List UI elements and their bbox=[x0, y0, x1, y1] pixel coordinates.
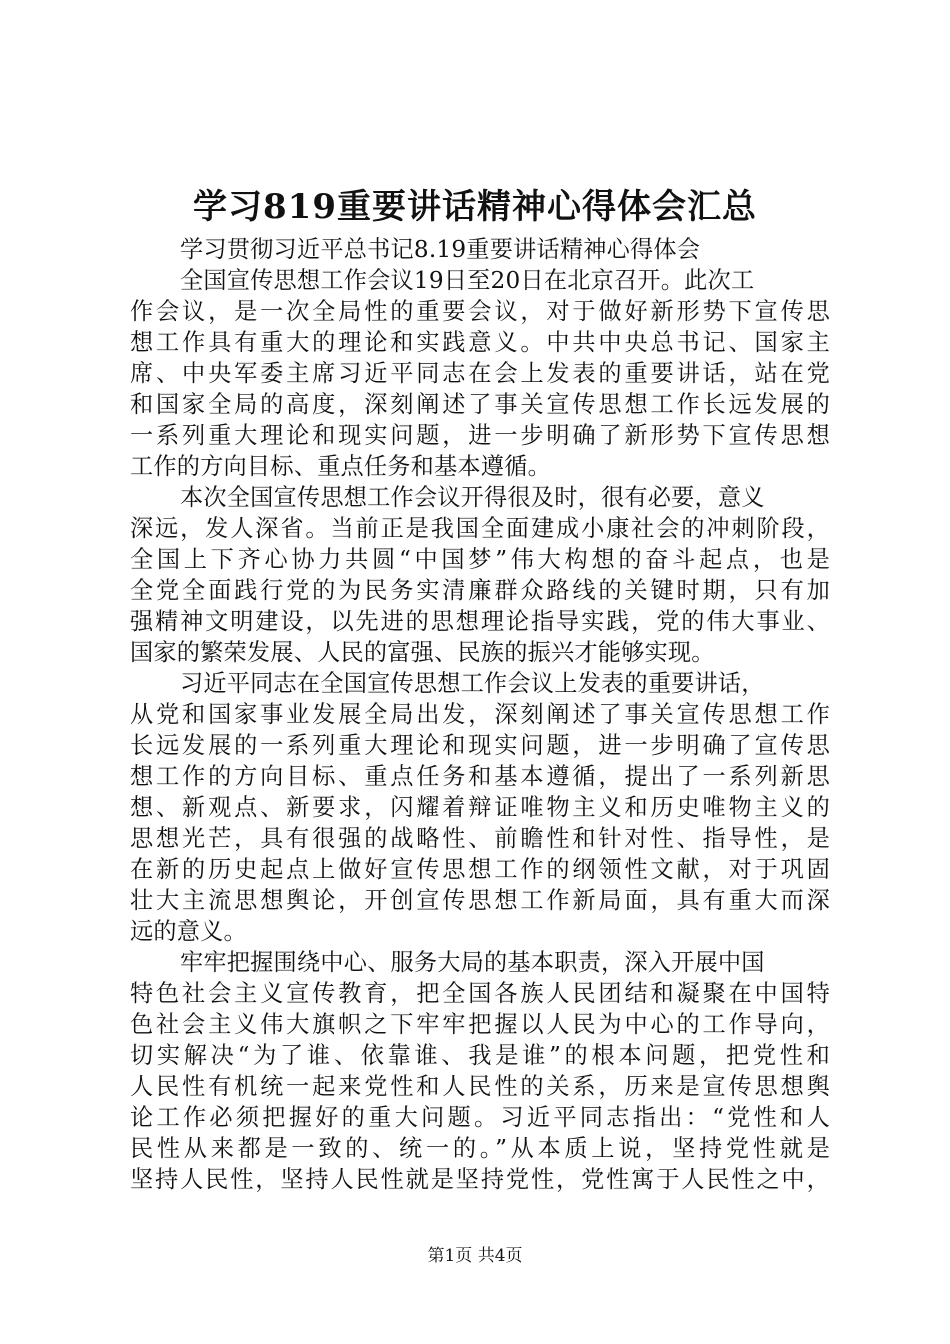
paragraph-line: 民性从来都是一致的、统一的。”从本质上说，坚持党性就是 bbox=[130, 1135, 830, 1162]
paragraph-line: 思想光芒，具有很强的战略性、前瞻性和针对性、指导性，是 bbox=[130, 825, 830, 852]
paragraph-line: 全党全面践行党的为民务实清廉群众路线的关键时期，只有加 bbox=[130, 577, 830, 604]
paragraph-line: 席、中央军委主席习近平同志在会上发表的重要讲话，站在党 bbox=[130, 360, 830, 387]
paragraph-line: 想工作的方向目标、重点任务和基本遵循，提出了一系列新思 bbox=[130, 763, 830, 790]
paragraph-line: 和国家全局的高度，深刻阐述了事关宣传思想工作长远发展的 bbox=[130, 391, 830, 418]
paragraph-line: 全国上下齐心协力共圆“中国梦”伟大构想的奋斗起点，也是 bbox=[130, 546, 830, 573]
document-body bbox=[130, 234, 830, 1195]
paragraph-line: 本次全国宣传思想工作会议开得很及时，很有必要，意义 bbox=[180, 484, 765, 511]
paragraph-line: 特色社会主义宣传教育，把全国各族人民团结和凝聚在中国特 bbox=[130, 980, 830, 1007]
paragraph-line: 强精神文明建设，以先进的思想理论指导实践，党的伟大事业、 bbox=[130, 608, 830, 635]
paragraph-line: 工作的方向目标、重点任务和基本遵循。 bbox=[130, 453, 551, 480]
paragraph-line: 一系列重大理论和现实问题，进一步明确了新形势下宣传思想 bbox=[130, 422, 830, 449]
paragraph-line: 国家的繁荣发展、人民的富强、民族的振兴才能够实现。 bbox=[130, 639, 715, 666]
paragraph-line: 人民性有机统一起来党性和人民性的关系，历来是宣传思想舆 bbox=[130, 1073, 830, 1100]
paragraph-line: 论工作必须把握好的重大问题。习近平同志指出：“党性和人 bbox=[130, 1104, 830, 1131]
paragraph-line: 坚持人民性，坚持人民性就是坚持党性，党性寓于人民性之中， bbox=[130, 1166, 830, 1193]
paragraph-line: 从党和国家事业发展全局出发，深刻阐述了事关宣传思想工作 bbox=[130, 701, 830, 728]
document-subtitle: 学习贯彻习近平总书记8.19重要讲话精神心得体会 bbox=[180, 236, 701, 263]
paragraph-line: 长远发展的一系列重大理论和现实问题，进一步明确了宣传思 bbox=[130, 732, 830, 759]
paragraph-line: 想工作具有重大的理论和实践意义。中共中央总书记、国家主 bbox=[130, 329, 830, 356]
paragraph-line: 远的意义。 bbox=[130, 918, 247, 945]
paragraph-line: 在新的历史起点上做好宣传思想工作的纲领性文献，对于巩固 bbox=[130, 856, 830, 883]
document-title: 学习819重要讲话精神心得体会汇总 bbox=[193, 187, 757, 227]
paragraph-line: 切实解决“为了谁、依靠谁、我是谁”的根本问题，把党性和 bbox=[130, 1042, 830, 1069]
paragraph-line: 想、新观点、新要求，闪耀着辩证唯物主义和历史唯物主义的 bbox=[130, 794, 830, 821]
paragraph-line: 深远，发人深省。当前正是我国全面建成小康社会的冲刺阶段， bbox=[130, 515, 830, 542]
paragraph-line: 色社会主义伟大旗帜之下牢牢把握以人民为中心的工作导向， bbox=[130, 1011, 830, 1038]
page-footer: 第1页 共4页 bbox=[427, 1246, 523, 1266]
paragraph-line: 习近平同志在全国宣传思想工作会议上发表的重要讲话， bbox=[180, 670, 765, 697]
paragraph-line: 壮大主流思想舆论，开创宣传思想工作新局面，具有重大而深 bbox=[130, 887, 830, 914]
paragraph-line: 牢牢把握围绕中心、服务大局的基本职责，深入开展中国 bbox=[180, 949, 765, 976]
paragraph-line: 全国宣传思想工作会议19日至20日在北京召开。此次工 bbox=[180, 267, 755, 294]
paragraph-line: 作会议，是一次全局性的重要会议，对于做好新形势下宣传思 bbox=[130, 298, 830, 325]
